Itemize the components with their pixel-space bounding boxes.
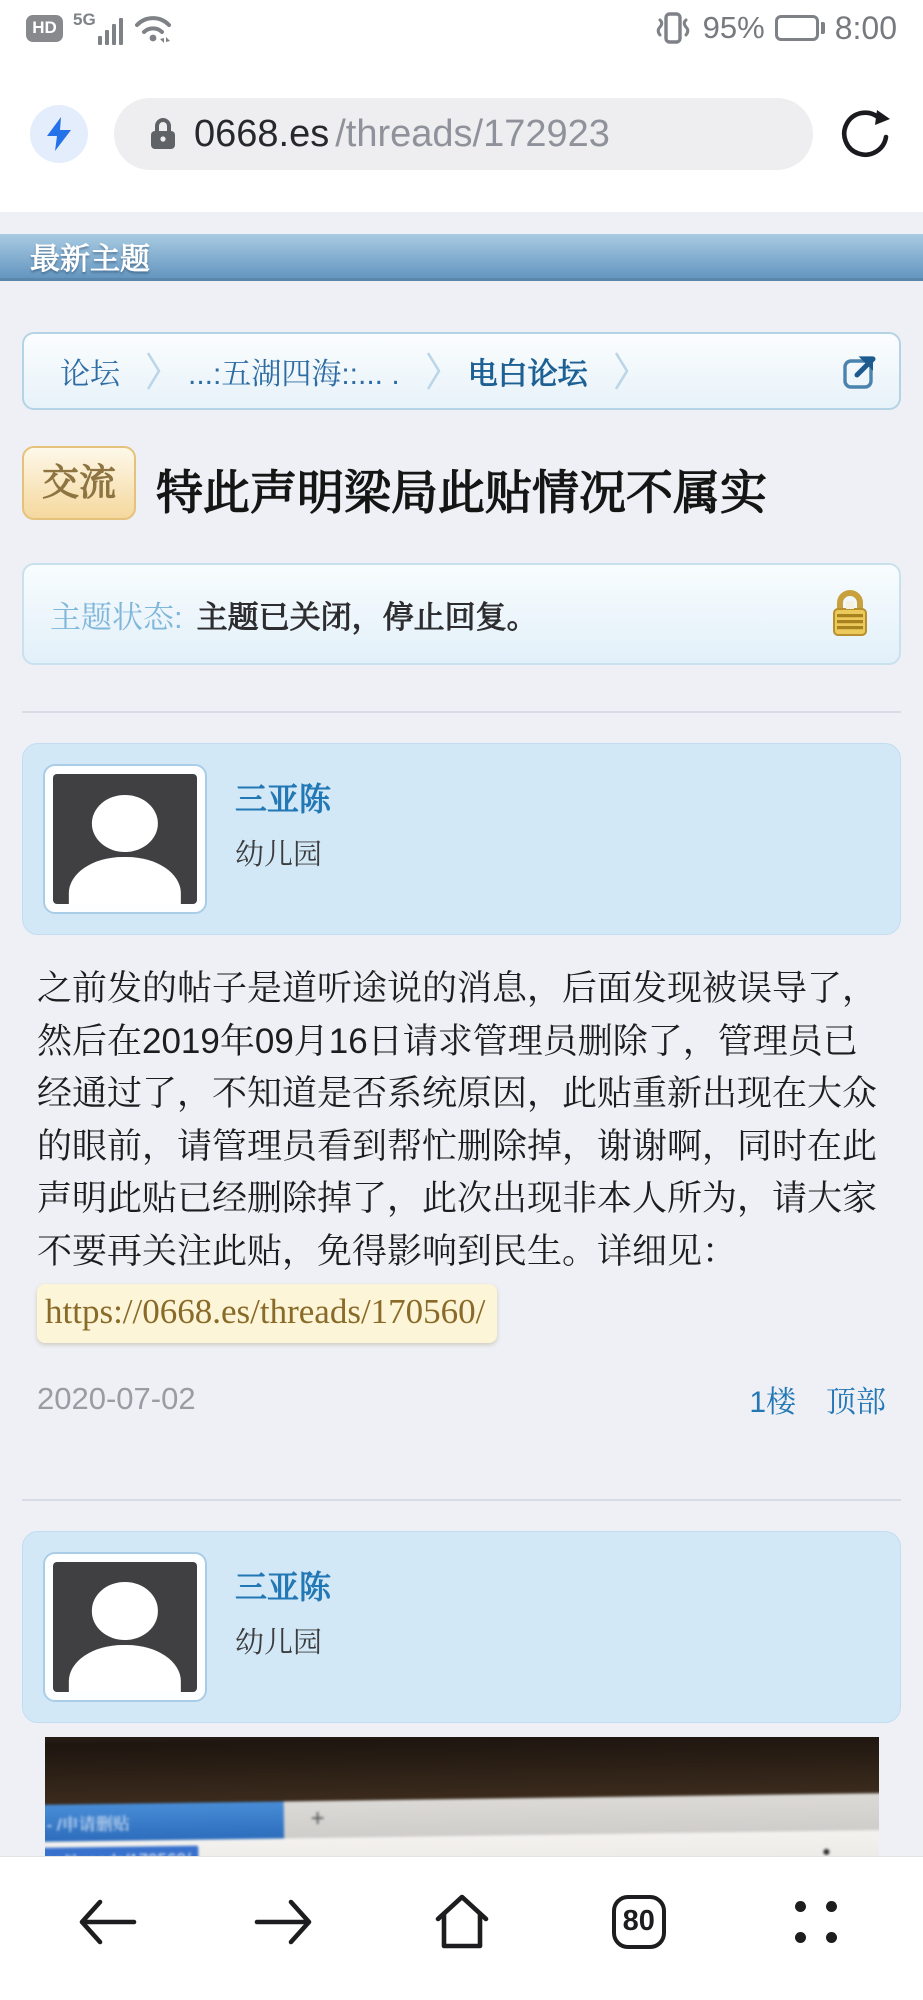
author-group: 幼儿园 bbox=[235, 839, 323, 872]
chevron-right-icon bbox=[614, 349, 630, 393]
lock-icon bbox=[148, 116, 178, 152]
url-host: 0668.es bbox=[194, 112, 330, 155]
external-link-button[interactable] bbox=[833, 343, 889, 399]
thread-title-block bbox=[22, 446, 901, 527]
avatar[interactable] bbox=[43, 1552, 207, 1702]
home-button[interactable] bbox=[417, 1877, 507, 1967]
address-bar[interactable] bbox=[114, 98, 813, 170]
menu-dots-icon bbox=[795, 1901, 837, 1943]
avatar-torso-shape bbox=[69, 857, 181, 904]
quick-access-button[interactable] bbox=[30, 105, 88, 163]
avatar-head-shape bbox=[92, 795, 158, 852]
tabs-count: 80 bbox=[622, 1905, 655, 1937]
post-2 bbox=[22, 1531, 901, 1905]
cellular-signal-icon bbox=[73, 11, 123, 45]
author-name[interactable]: 三亚陈 bbox=[235, 781, 332, 818]
thread-link[interactable]: https://0668.es/threads/170560/ bbox=[37, 1284, 497, 1343]
avatar-torso-shape bbox=[69, 1645, 181, 1692]
battery-icon bbox=[775, 15, 825, 41]
photo-cursor-dot bbox=[824, 1848, 830, 1854]
breadcrumb bbox=[22, 332, 901, 410]
post-paragraph: 之前发的帖子是道听途说的消息，后面发现被误导了，然后在2019年09月16日请求管理员删除了，管理员已经通过了，不知道是否系统原因，此贴重新出现在大众的眼前，请管理员看到帮忙删除掉，谢谢啊，同时在此声明此贴已经删除掉了，此次出现非本人所为，请大家不要再关注此贴，免得影响到民生。详细见： bbox=[37, 969, 878, 1271]
chevron-right-icon bbox=[426, 349, 442, 393]
battery-percent-label: 95% bbox=[702, 10, 765, 45]
post-1 bbox=[22, 743, 901, 1421]
status-bar bbox=[0, 0, 923, 56]
thread-status-label: 主题状态: bbox=[50, 599, 183, 635]
post-author-card bbox=[22, 743, 901, 935]
section-divider bbox=[22, 711, 901, 713]
url-path: /threads/172923 bbox=[335, 112, 610, 155]
photo-new-tab: + bbox=[310, 1804, 326, 1832]
banner-label: 最新主题 bbox=[30, 243, 150, 276]
chevron-right-icon bbox=[146, 349, 162, 393]
breadcrumb-item-current[interactable]: 电白论坛 bbox=[467, 358, 588, 391]
page-content bbox=[0, 332, 923, 1905]
thread-title: 特此声明梁局此贴情况不属实 bbox=[156, 466, 767, 519]
back-button[interactable] bbox=[62, 1877, 152, 1967]
breadcrumb-item-forum[interactable]: 论坛 bbox=[60, 358, 120, 391]
lightning-icon bbox=[44, 116, 74, 152]
thread-status-text: 主题已关闭，停止回复。 bbox=[196, 599, 538, 635]
thread-tag-badge[interactable]: 交流 bbox=[22, 446, 136, 520]
menu-button[interactable] bbox=[771, 1877, 861, 1967]
post-footer bbox=[37, 1377, 886, 1421]
vibrate-icon bbox=[653, 8, 693, 48]
back-arrow-icon bbox=[74, 1894, 140, 1950]
photo-browser-tab: - /申请删贴 bbox=[45, 1801, 285, 1841]
browser-toolbar bbox=[0, 56, 923, 212]
tabs-button[interactable] bbox=[594, 1877, 684, 1967]
author-name[interactable]: 三亚陈 bbox=[235, 1568, 332, 1605]
reload-icon bbox=[840, 108, 892, 160]
locked-thread-icon bbox=[827, 589, 873, 639]
network-type-label: 5G bbox=[73, 10, 96, 29]
wifi-icon bbox=[133, 11, 173, 45]
post-date: 2020-07-02 bbox=[37, 1380, 196, 1416]
forward-arrow-icon bbox=[251, 1894, 317, 1950]
breadcrumb-item-category[interactable]: ...:五湖四海::... . bbox=[188, 358, 400, 391]
site-nav-banner[interactable] bbox=[0, 234, 923, 281]
avatar-head-shape bbox=[92, 1582, 158, 1639]
post-divider bbox=[22, 1499, 901, 1501]
reload-button[interactable] bbox=[839, 107, 893, 161]
tabs-count-icon bbox=[612, 1895, 666, 1949]
home-icon bbox=[430, 1891, 494, 1953]
floor-link[interactable]: 1楼 bbox=[749, 1385, 796, 1419]
post-body-text bbox=[37, 963, 886, 1343]
external-link-icon bbox=[839, 349, 883, 393]
back-to-top-link[interactable]: 顶部 bbox=[826, 1385, 886, 1419]
forward-button[interactable] bbox=[239, 1877, 329, 1967]
avatar[interactable] bbox=[43, 764, 207, 914]
clock-label: 8:00 bbox=[834, 9, 897, 46]
post-author-card bbox=[22, 1531, 901, 1723]
hd-icon: HD bbox=[26, 15, 63, 42]
author-group: 幼儿园 bbox=[235, 1626, 323, 1659]
browser-bottom-nav bbox=[0, 1856, 923, 2000]
thread-status-box bbox=[22, 563, 901, 665]
